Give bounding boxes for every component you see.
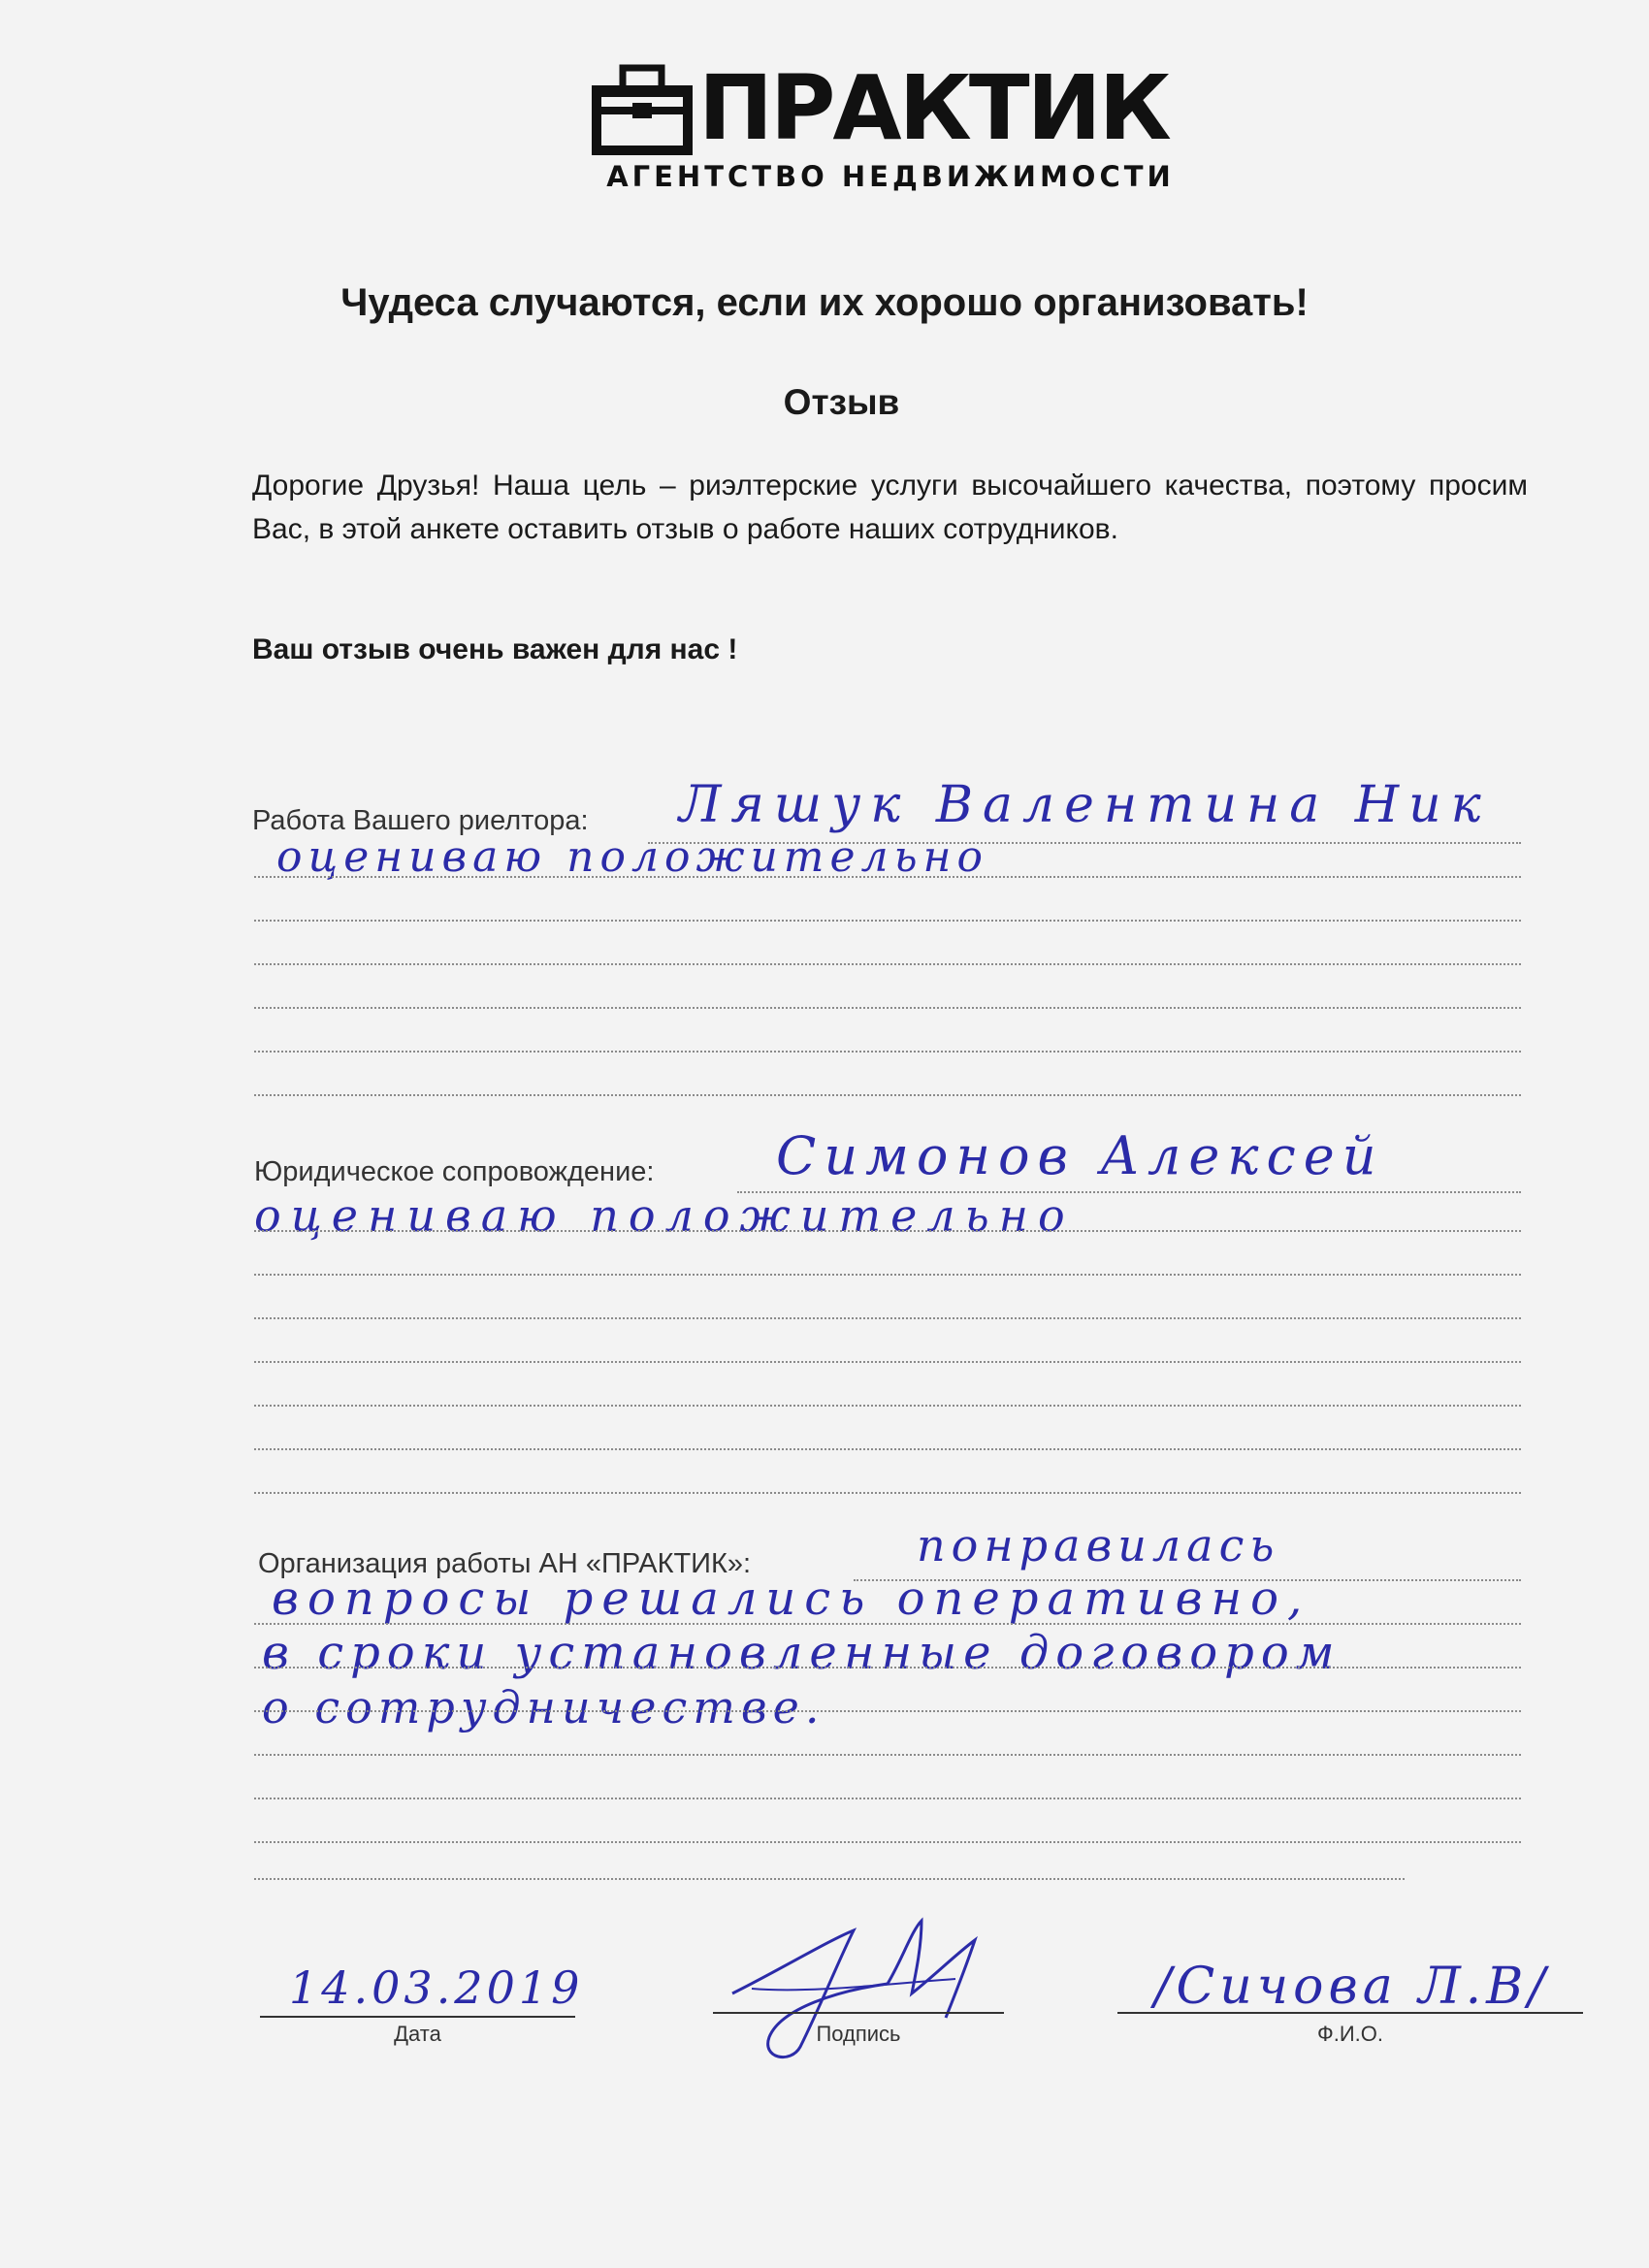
- answer-line[interactable]: [254, 1878, 1405, 1880]
- legal-label: Юридическое сопровождение:: [254, 1156, 655, 1187]
- brand-name: ПРАКТИК: [698, 56, 1169, 160]
- answer-line[interactable]: [254, 1051, 1521, 1053]
- answer-line[interactable]: [254, 1405, 1521, 1407]
- name-value: /Сичова Л.В/: [1154, 1958, 1550, 2016]
- answer-line[interactable]: [254, 1798, 1521, 1799]
- answer-line[interactable]: [254, 1007, 1521, 1009]
- intro-text: Дорогие Друзья! Наша цель – риэлтерские услуги высочайшего качества, поэтому просим Вас, в этой анкете оставить отзыв о работе наших сотрудников.: [252, 470, 1528, 545]
- answer-line[interactable]: [254, 1710, 1521, 1712]
- realtor-answer-line2: оцениваю положительно: [276, 832, 989, 882]
- company-logo: [590, 56, 1191, 196]
- signature-caption: Подпись: [816, 2022, 901, 2046]
- answer-line[interactable]: [854, 1579, 1521, 1581]
- page-title: Отзыв: [783, 382, 900, 422]
- legal-answer-line2: оцениваю положительно: [254, 1189, 1075, 1242]
- important-note: Ваш отзыв очень важен для нас !: [252, 633, 738, 665]
- brand-subtitle: АГЕНТСТВО НЕДВИЖИМОСТИ: [606, 160, 1175, 193]
- answer-line[interactable]: [254, 1230, 1521, 1232]
- answer-line[interactable]: [254, 1448, 1521, 1450]
- answer-line[interactable]: [254, 1623, 1521, 1625]
- organization-answer-line1: понравилась: [917, 1519, 1280, 1571]
- date-value: 14.03.2019: [289, 1961, 584, 2014]
- organization-answer-line3: в сроки установленные договором: [262, 1626, 1342, 1680]
- date-caption: Дата: [394, 2022, 441, 2046]
- name-field[interactable]: [1117, 2012, 1583, 2014]
- answer-line[interactable]: [254, 1667, 1521, 1669]
- answer-line[interactable]: [254, 876, 1521, 878]
- answer-line[interactable]: [254, 920, 1521, 922]
- legal-answer-line1: Симонов Алексей: [776, 1125, 1384, 1186]
- realtor-label: Работа Вашего риелтора:: [252, 805, 589, 836]
- answer-line[interactable]: [254, 1841, 1521, 1843]
- answer-line[interactable]: [254, 1317, 1521, 1319]
- name-caption: Ф.И.О.: [1317, 2022, 1383, 2046]
- answer-line[interactable]: [737, 1191, 1521, 1193]
- answer-line[interactable]: [254, 1094, 1521, 1096]
- answer-line[interactable]: [254, 1274, 1521, 1276]
- briefcase-icon: [590, 64, 695, 157]
- answer-line[interactable]: [254, 1754, 1521, 1756]
- organization-answer-line4: о сотрудничестве.: [262, 1681, 825, 1733]
- answer-line[interactable]: [254, 1492, 1521, 1494]
- organization-answer-line2: вопросы решались оперативно,: [272, 1571, 1311, 1626]
- answer-line[interactable]: [648, 842, 1521, 844]
- answer-line[interactable]: [254, 1361, 1521, 1363]
- signature-field[interactable]: [713, 2012, 1004, 2014]
- slogan: Чудеса случаются, если их хорошо организовать!: [340, 281, 1309, 324]
- organization-label: Организация работы АН «ПРАКТИК»:: [258, 1548, 752, 1579]
- realtor-answer-line1: Ляшук Валентина Ник: [679, 776, 1491, 834]
- answer-line[interactable]: [254, 963, 1521, 965]
- date-field[interactable]: [260, 2016, 575, 2018]
